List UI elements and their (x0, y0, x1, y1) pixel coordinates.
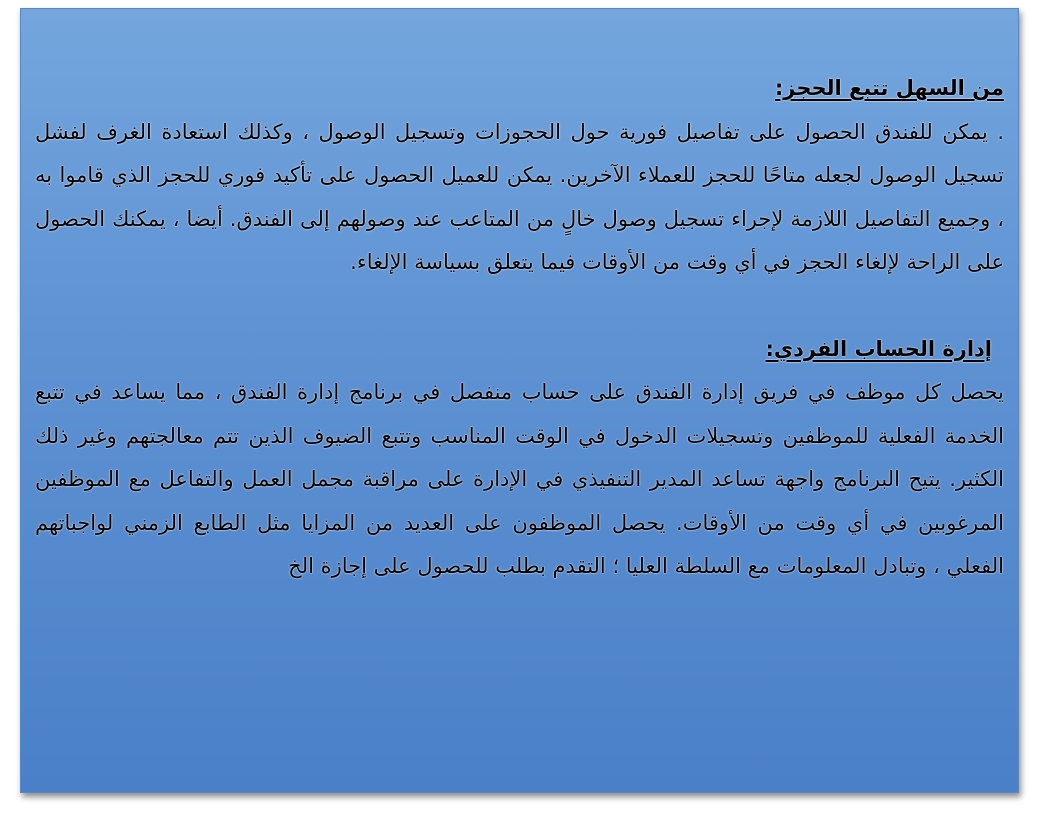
section-body-accounts: يحصل كل موظف في فريق إدارة الفندق على حساب منفصل في برنامج إدارة الفندق ، مما يساعد في تتبع الخدمة الفعلية للموظفين وتسجيلات الدخول في الوقت المناسب وتتبع الضيوف الذين تتم معالجتهم وغير ذلك الكثير. يتيح البرنامج واجهة تساعد المدير التنفيذي في الإدارة على مراقبة مجمل العمل والتفاعل مع الموظفين المرغوبين في أي وقت من الأوقات. يحصل الموظفون على العديد من المزايا مثل الطابع الزمني لواجباتهم الفعلي ، وتبادل المعلومات مع السلطة العليا ؛ التقدم بطلب للحصول على إجازة الخ (35, 380, 1004, 578)
section-body-booking: . يمكن للفندق الحصول على تفاصيل فورية حول الحجوزات وتسجيل الوصول ، وكذلك استعادة الغرف لفشل تسجيل الوصول لجعله متاحًا للحجز للعملاء الآخرين. يمكن للعميل الحصول على تأكيد فوري للحجز الذي قاموا به ، وجميع التفاصيل اللازمة لإجراء تسجيل وصول خالٍ من المتاعب عند وصولهم إلى الفندق. أيضا ، يمكنك الحصول على الراحة لإلغاء الحجز في أي وقت من الأوقات فيما يتعلق بسياسة الإلغاء. (35, 119, 1004, 274)
text-panel (20, 8, 1019, 793)
section-heading-booking: من السهل تتبع الحجز: (774, 76, 1004, 100)
section-heading-accounts: إدارة الحساب الفردي: (765, 336, 992, 361)
panel-content (35, 67, 1004, 589)
